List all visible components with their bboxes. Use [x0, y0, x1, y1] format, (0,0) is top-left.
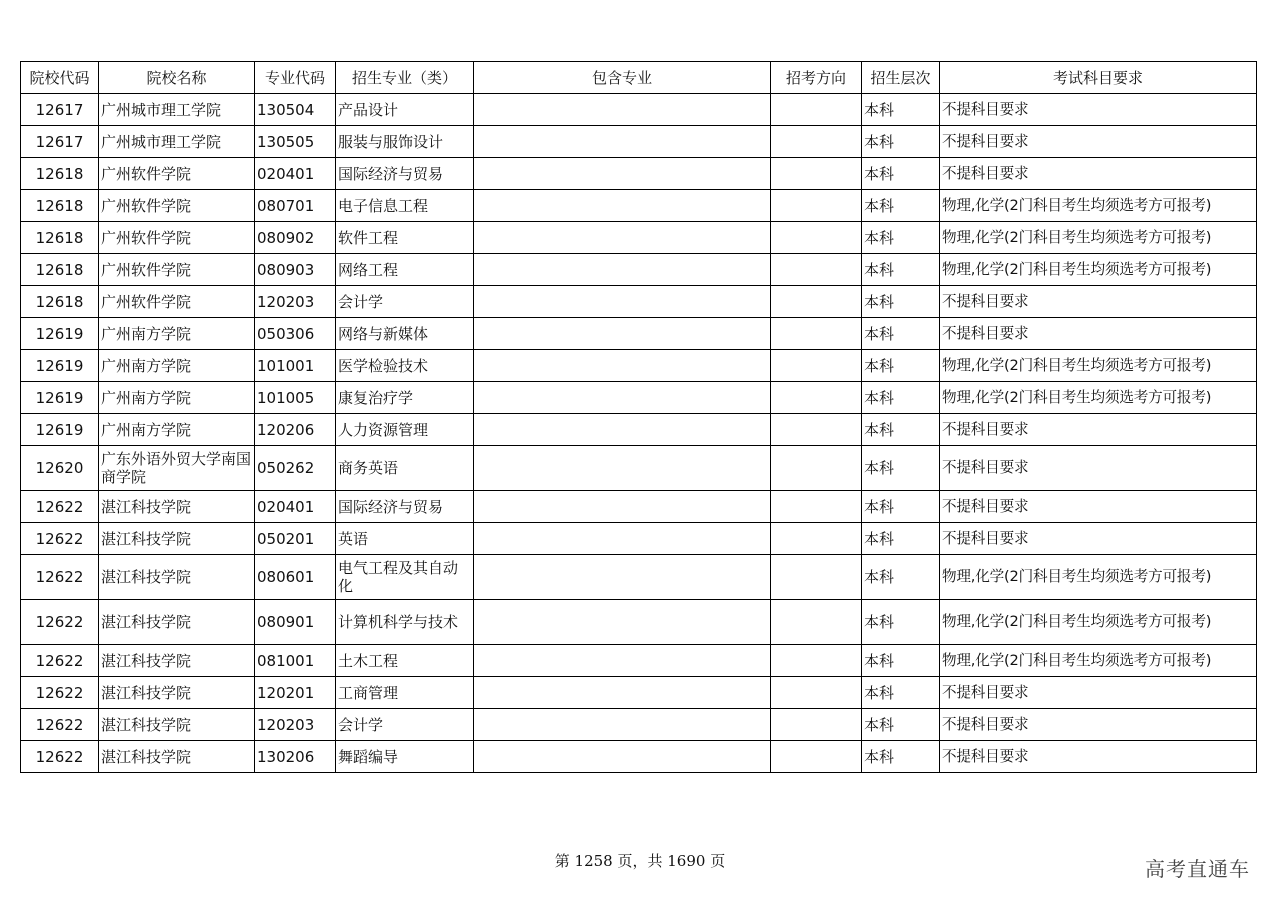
page-number: 第 1258 页，共 1690 页: [554, 852, 726, 870]
cell-included-majors: [474, 446, 771, 491]
cell-included-majors: [474, 350, 771, 382]
cell-included-majors: [474, 190, 771, 222]
cell-school-code: 12618: [21, 286, 99, 318]
cell-school-code: 12622: [21, 523, 99, 555]
cell-major: 会计学: [336, 709, 474, 741]
cell-direction: [771, 741, 862, 773]
cell-school-code: 12619: [21, 350, 99, 382]
cell-included-majors: [474, 318, 771, 350]
cell-level: 本科: [862, 414, 940, 446]
cell-included-majors: [474, 94, 771, 126]
cell-included-majors: [474, 222, 771, 254]
cell-subject-requirement: 不提科目要求: [940, 446, 1257, 491]
cell-major: 产品设计: [336, 94, 474, 126]
cell-included-majors: [474, 645, 771, 677]
cell-level: 本科: [862, 491, 940, 523]
cell-subject-requirement: 不提科目要求: [940, 523, 1257, 555]
cell-school-code: 12617: [21, 126, 99, 158]
cell-school-code: 12618: [21, 254, 99, 286]
cell-school-code: 12622: [21, 741, 99, 773]
cell-level: 本科: [862, 158, 940, 190]
cell-school-name: 湛江科技学院: [99, 709, 255, 741]
table-row: [21, 414, 1257, 446]
cell-direction: [771, 491, 862, 523]
cell-subject-requirement: 不提科目要求: [940, 414, 1257, 446]
cell-school-code: 12622: [21, 645, 99, 677]
cell-direction: [771, 382, 862, 414]
cell-major: 软件工程: [336, 222, 474, 254]
cell-subject-requirement: 不提科目要求: [940, 709, 1257, 741]
header-major: 招生专业（类）: [336, 62, 474, 94]
cell-school-name: 广州软件学院: [99, 286, 255, 318]
cell-school-code: 12622: [21, 677, 99, 709]
cell-school-name: 湛江科技学院: [99, 491, 255, 523]
cell-level: 本科: [862, 446, 940, 491]
cell-included-majors: [474, 709, 771, 741]
cell-major: 网络与新媒体: [336, 318, 474, 350]
cell-school-name: 广东外语外贸大学南国商学院: [99, 446, 255, 491]
cell-major: 国际经济与贸易: [336, 158, 474, 190]
cell-major-code: 080903: [255, 254, 336, 286]
cell-major: 计算机科学与技术: [336, 600, 474, 645]
cell-major-code: 080901: [255, 600, 336, 645]
cell-school-code: 12619: [21, 382, 99, 414]
header-school-code: 院校代码: [21, 62, 99, 94]
cell-direction: [771, 677, 862, 709]
table-row: [21, 382, 1257, 414]
cell-level: 本科: [862, 709, 940, 741]
cell-major-code: 120203: [255, 709, 336, 741]
header-row: [21, 62, 1257, 94]
cell-subject-requirement: 物理,化学(2门科目考生均须选考方可报考): [940, 254, 1257, 286]
cell-major: 人力资源管理: [336, 414, 474, 446]
cell-major-code: 101005: [255, 382, 336, 414]
cell-school-name: 广州软件学院: [99, 190, 255, 222]
header-school-name: 院校名称: [99, 62, 255, 94]
cell-subject-requirement: 不提科目要求: [940, 158, 1257, 190]
cell-direction: [771, 446, 862, 491]
cell-major-code: 130504: [255, 94, 336, 126]
cell-school-name: 广州南方学院: [99, 350, 255, 382]
cell-school-code: 12622: [21, 555, 99, 600]
cell-included-majors: [474, 555, 771, 600]
cell-major-code: 020401: [255, 491, 336, 523]
cell-direction: [771, 286, 862, 318]
cell-major: 服装与服饰设计: [336, 126, 474, 158]
cell-level: 本科: [862, 190, 940, 222]
cell-school-name: 湛江科技学院: [99, 523, 255, 555]
cell-level: 本科: [862, 382, 940, 414]
cell-major-code: 050306: [255, 318, 336, 350]
table-row: [21, 158, 1257, 190]
cell-major-code: 080902: [255, 222, 336, 254]
cell-included-majors: [474, 414, 771, 446]
cell-school-name: 广州软件学院: [99, 254, 255, 286]
cell-subject-requirement: 物理,化学(2门科目考生均须选考方可报考): [940, 645, 1257, 677]
cell-level: 本科: [862, 645, 940, 677]
cell-level: 本科: [862, 677, 940, 709]
cell-major-code: 080701: [255, 190, 336, 222]
cell-included-majors: [474, 600, 771, 645]
table-row: [21, 677, 1257, 709]
cell-included-majors: [474, 523, 771, 555]
cell-subject-requirement: 不提科目要求: [940, 741, 1257, 773]
cell-included-majors: [474, 382, 771, 414]
cell-level: 本科: [862, 222, 940, 254]
cell-major-code: 101001: [255, 350, 336, 382]
cell-major: 工商管理: [336, 677, 474, 709]
cell-major-code: 020401: [255, 158, 336, 190]
cell-level: 本科: [862, 286, 940, 318]
cell-major: 医学检验技术: [336, 350, 474, 382]
header-included-majors: 包含专业: [474, 62, 771, 94]
table-row: [21, 94, 1257, 126]
cell-major-code: 050201: [255, 523, 336, 555]
admission-table: [20, 61, 1257, 773]
cell-level: 本科: [862, 523, 940, 555]
table-row: [21, 350, 1257, 382]
header-direction: 招考方向: [771, 62, 862, 94]
cell-level: 本科: [862, 600, 940, 645]
cell-major-code: 120203: [255, 286, 336, 318]
cell-school-code: 12622: [21, 709, 99, 741]
cell-major: 康复治疗学: [336, 382, 474, 414]
cell-school-code: 12622: [21, 491, 99, 523]
cell-direction: [771, 555, 862, 600]
cell-major: 国际经济与贸易: [336, 491, 474, 523]
cell-level: 本科: [862, 318, 940, 350]
table-row: [21, 491, 1257, 523]
cell-included-majors: [474, 286, 771, 318]
cell-school-code: 12618: [21, 158, 99, 190]
table-row: [21, 741, 1257, 773]
cell-level: 本科: [862, 350, 940, 382]
cell-school-name: 广州南方学院: [99, 382, 255, 414]
cell-major: 电气工程及其自动化: [336, 555, 474, 600]
cell-school-name: 广州软件学院: [99, 158, 255, 190]
table-row: [21, 254, 1257, 286]
table-row: [21, 446, 1257, 491]
cell-direction: [771, 254, 862, 286]
cell-school-code: 12617: [21, 94, 99, 126]
cell-school-name: 湛江科技学院: [99, 600, 255, 645]
cell-direction: [771, 318, 862, 350]
table-row: [21, 555, 1257, 600]
table-row: [21, 190, 1257, 222]
cell-major: 网络工程: [336, 254, 474, 286]
cell-school-code: 12620: [21, 446, 99, 491]
cell-major: 会计学: [336, 286, 474, 318]
cell-subject-requirement: 物理,化学(2门科目考生均须选考方可报考): [940, 600, 1257, 645]
cell-major-code: 130505: [255, 126, 336, 158]
cell-included-majors: [474, 254, 771, 286]
table-row: [21, 126, 1257, 158]
cell-major-code: 080601: [255, 555, 336, 600]
cell-included-majors: [474, 491, 771, 523]
cell-school-name: 湛江科技学院: [99, 645, 255, 677]
cell-school-name: 广州软件学院: [99, 222, 255, 254]
cell-school-name: 广州南方学院: [99, 414, 255, 446]
cell-major: 商务英语: [336, 446, 474, 491]
cell-major-code: 050262: [255, 446, 336, 491]
cell-major-code: 130206: [255, 741, 336, 773]
cell-subject-requirement: 不提科目要求: [940, 94, 1257, 126]
cell-direction: [771, 190, 862, 222]
cell-direction: [771, 523, 862, 555]
cell-level: 本科: [862, 126, 940, 158]
watermark-text: 高考直通车: [1145, 857, 1250, 881]
cell-level: 本科: [862, 741, 940, 773]
cell-subject-requirement: 不提科目要求: [940, 677, 1257, 709]
cell-school-name: 湛江科技学院: [99, 677, 255, 709]
cell-subject-requirement: 不提科目要求: [940, 126, 1257, 158]
cell-major-code: 081001: [255, 645, 336, 677]
cell-included-majors: [474, 158, 771, 190]
cell-included-majors: [474, 741, 771, 773]
cell-subject-requirement: 物理,化学(2门科目考生均须选考方可报考): [940, 555, 1257, 600]
cell-included-majors: [474, 126, 771, 158]
cell-direction: [771, 94, 862, 126]
cell-major: 英语: [336, 523, 474, 555]
table-row: [21, 318, 1257, 350]
cell-direction: [771, 709, 862, 741]
cell-school-name: 广州城市理工学院: [99, 94, 255, 126]
cell-school-name: 广州城市理工学院: [99, 126, 255, 158]
header-major-code: 专业代码: [255, 62, 336, 94]
header-subject-requirement: 考试科目要求: [940, 62, 1257, 94]
cell-direction: [771, 222, 862, 254]
cell-major: 土木工程: [336, 645, 474, 677]
table-row: [21, 645, 1257, 677]
cell-school-name: 湛江科技学院: [99, 555, 255, 600]
table-row: [21, 286, 1257, 318]
cell-school-name: 广州南方学院: [99, 318, 255, 350]
cell-subject-requirement: 物理,化学(2门科目考生均须选考方可报考): [940, 350, 1257, 382]
cell-subject-requirement: 不提科目要求: [940, 286, 1257, 318]
cell-subject-requirement: 物理,化学(2门科目考生均须选考方可报考): [940, 190, 1257, 222]
cell-direction: [771, 414, 862, 446]
header-level: 招生层次: [862, 62, 940, 94]
table-row: [21, 600, 1257, 645]
cell-major-code: 120206: [255, 414, 336, 446]
cell-major: 舞蹈编导: [336, 741, 474, 773]
cell-subject-requirement: 不提科目要求: [940, 491, 1257, 523]
cell-school-name: 湛江科技学院: [99, 741, 255, 773]
cell-level: 本科: [862, 254, 940, 286]
cell-level: 本科: [862, 94, 940, 126]
cell-subject-requirement: 物理,化学(2门科目考生均须选考方可报考): [940, 222, 1257, 254]
cell-subject-requirement: 物理,化学(2门科目考生均须选考方可报考): [940, 382, 1257, 414]
table-row: [21, 709, 1257, 741]
cell-direction: [771, 645, 862, 677]
cell-direction: [771, 350, 862, 382]
cell-direction: [771, 600, 862, 645]
cell-school-code: 12619: [21, 414, 99, 446]
cell-major-code: 120201: [255, 677, 336, 709]
cell-school-code: 12618: [21, 190, 99, 222]
table-row: [21, 222, 1257, 254]
cell-included-majors: [474, 677, 771, 709]
cell-direction: [771, 158, 862, 190]
cell-school-code: 12622: [21, 600, 99, 645]
cell-major: 电子信息工程: [336, 190, 474, 222]
cell-level: 本科: [862, 555, 940, 600]
cell-subject-requirement: 不提科目要求: [940, 318, 1257, 350]
cell-school-code: 12618: [21, 222, 99, 254]
cell-direction: [771, 126, 862, 158]
cell-school-code: 12619: [21, 318, 99, 350]
table-row: [21, 523, 1257, 555]
